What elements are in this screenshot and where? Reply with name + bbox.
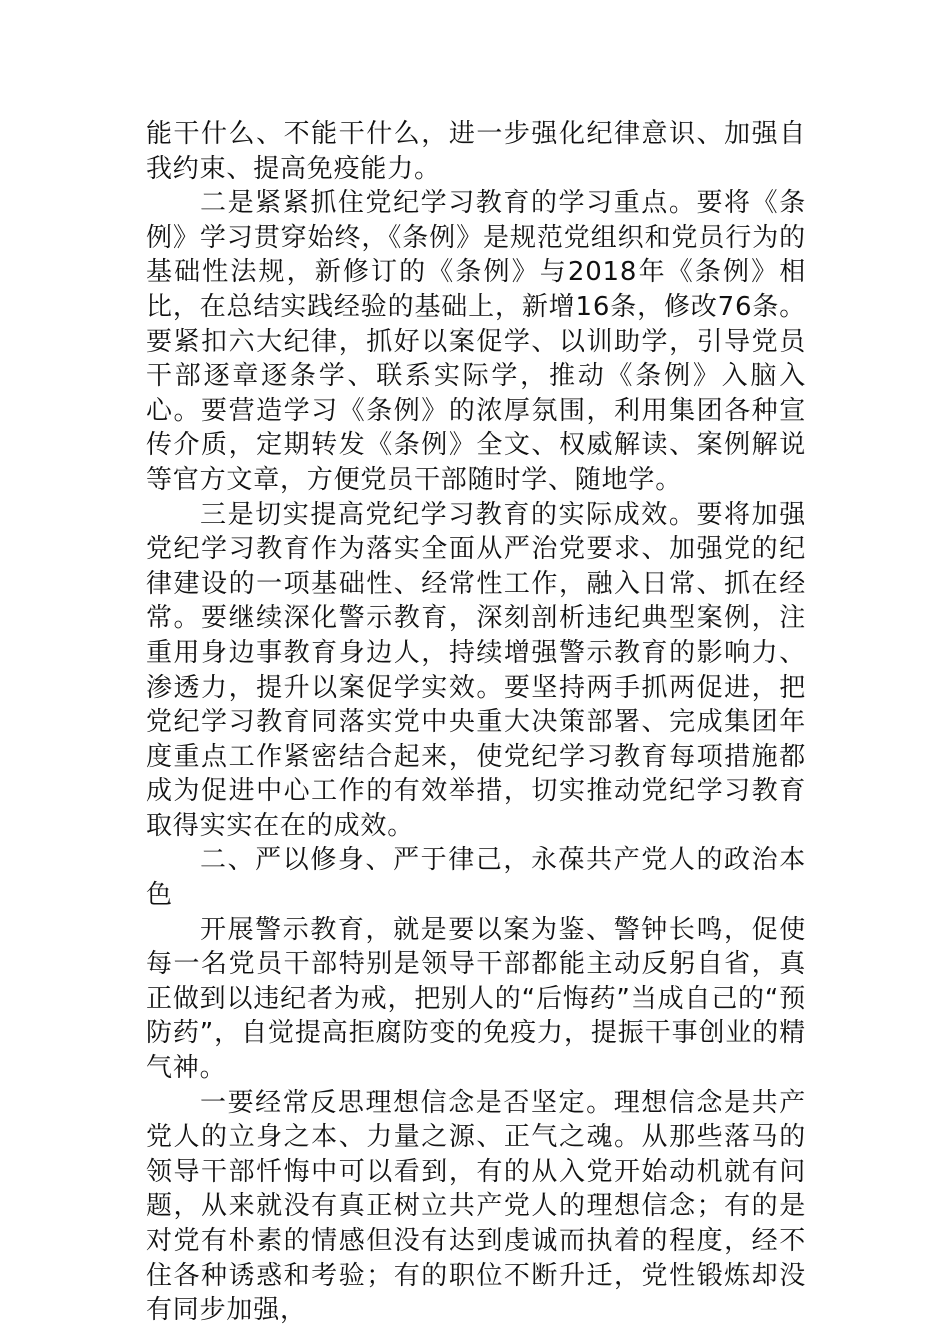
paragraph-warning-education: 开展警示教育，就是要以案为鉴、警钟长鸣，促使每一名党员干部特别是领导干部都能主动反躬自省，真正做到以违纪者为戒，把别人的“后悔药”当成自己的“预防药”，自觉提高拒腐防变的免疫力，提振干事创业的精气神。: [146, 914, 806, 1084]
paragraph-ideals-belief: 一要经常反思理想信念是否坚定。理想信念是共产党人的立身之本、力量之源、正气之魂。从那些落马的领导干部忏悔中可以看到，有的从入党开始动机就有问题，从来就没有真正树立共产党人的理想信念；有的是对党有朴素的情感但没有达到虔诚而执着的程度，经不住各种诱惑和考验；有的职位不断升迁，党性锻炼却没有同步加强，: [146, 1087, 806, 1326]
document-page: [146, 117, 806, 1328]
section-heading-2: 二、严以修身、严于律己，永葆共产党人的政治本色: [146, 845, 806, 911]
paragraph-study-effect: 三是切实提高党纪学习教育的实际成效。要将加强党纪学习教育作为落实全面从严治党要求、加强党的纪律建设的一项基础性、经常性工作，融入日常、抓在经常。要继续深化警示教育，深刻剖析违纪典型案例，注重用身边事教育身边人，持续增强警示教育的影响力、渗透力，提升以案促学实效。要坚持两手抓两促进，把党纪学习教育同落实党中央重大决策部署、完成集团年度重点工作紧密结合起来，使党纪学习教育每项措施都成为促进中心工作的有效举措，切实推动党纪学习教育取得实实在在的成效。: [146, 499, 806, 841]
paragraph-study-focus: 二是紧紧抓住党纪学习教育的学习重点。要将《条例》学习贯穿始终，《条例》是规范党组织和党员行为的基础性法规，新修订的《条例》与2018年《条例》相比，在总结实践经验的基础上，新增16条，修改76条。要紧扣六大纪律，抓好以案促学、以训助学，引导党员干部逐章逐条学、联系实际学，推动《条例》入脑入心。要营造学习《条例》的浓厚氛围，利用集团各种宣传介质，定期转发《条例》全文、权威解读、案例解说等官方文章，方便党员干部随时学、随地学。: [146, 188, 806, 495]
paragraph-continuation: 能干什么、不能干什么，进一步强化纪律意识、加强自我约束、提高免疫能力。: [146, 119, 806, 184]
